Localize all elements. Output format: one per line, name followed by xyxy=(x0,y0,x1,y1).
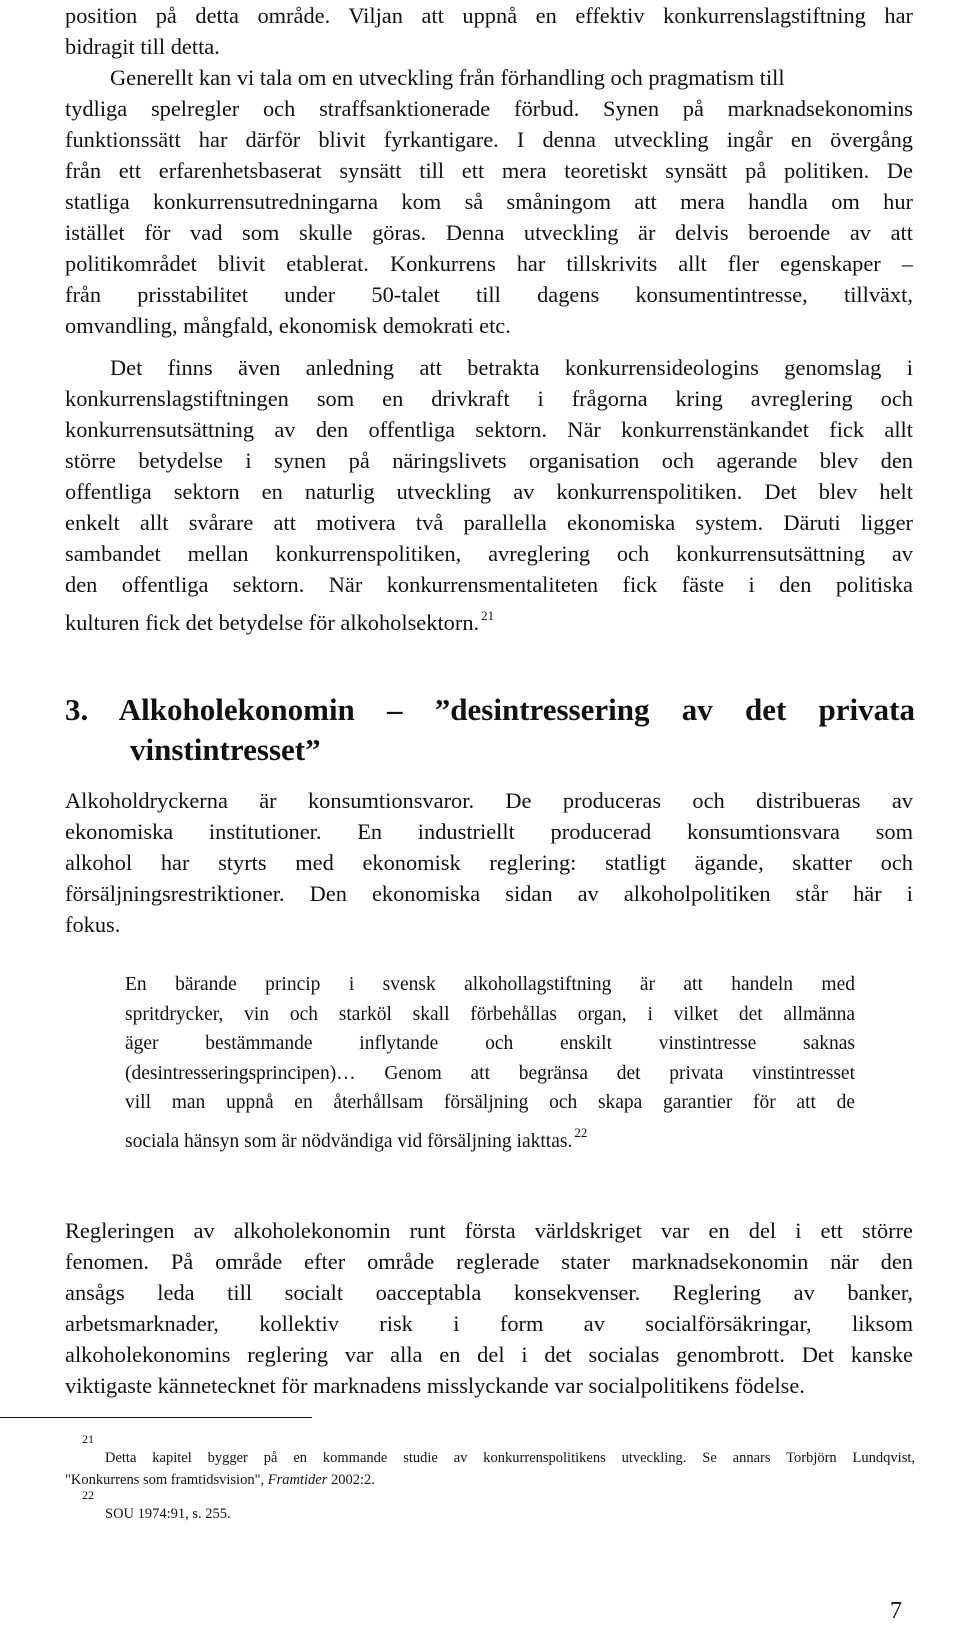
footnote-line: SOU 1974:91, s. 255. xyxy=(105,1506,231,1522)
section-heading xyxy=(65,690,915,770)
text-line-content: kulturen fick det betydelse för alkoholsektorn. xyxy=(65,610,480,635)
text-line: alkohol har styrts med ekonomisk reglering: statligt ägande, skatter och xyxy=(65,850,913,875)
footnote-number: 22 xyxy=(82,1488,94,1502)
text-line: större betydelse i synen på näringslivets organisation och agerande blev den xyxy=(65,448,913,473)
quote-line: vill man uppnå en återhållsam försäljning och skapa garantier för att de xyxy=(125,1092,855,1113)
text-line: bidragit till detta. xyxy=(65,34,220,59)
footnote-line xyxy=(65,1469,915,1491)
text-line: arbetsmarknader, kollektiv risk i form av socialförsäkringar, liksom xyxy=(65,1311,913,1336)
footnote-line: Detta kapitel bygger på en kommande studie av konkurrenspolitikens utveckling. Se annars Torbjörn Lundqvist, xyxy=(105,1450,915,1466)
quote-line: äger bestämmande inflytande och enskilt vinstintresse saknas xyxy=(125,1033,855,1054)
quote-line-content: sociala hänsyn som är nödvändiga vid försäljning iakttas. xyxy=(125,1130,573,1152)
footnote-22 xyxy=(105,1503,505,1525)
text-line: alkoholekonomins reglering var alla en del i det socialas genombrott. Det kanske xyxy=(65,1342,913,1367)
paragraph-alcohol-economy xyxy=(65,785,913,940)
quote-line: (desintresseringsprincipen)… Genom att begränsa det privata vinstintresset xyxy=(125,1062,855,1084)
text-line: ekonomiska institutioner. En industriellt producerad konsumtionsvara som xyxy=(65,819,913,844)
text-line: försäljningsrestriktioner. Den ekonomiska sidan av alkoholpolitiken står här i xyxy=(65,881,913,906)
text-line: Regleringen av alkoholekonomin runt första världskriget var en del i ett större xyxy=(65,1218,913,1243)
footnote-reference[interactable]: 22 xyxy=(574,1124,588,1140)
text-line: istället för vad som skulle göras. Denna utveckling är delvis beroende av att xyxy=(65,220,913,245)
page-number: 7 xyxy=(890,1598,902,1624)
text-line: statliga konkurrensutredningarna kom så småningom att mera handla om hur xyxy=(65,189,913,214)
text-line: enkelt allt svårare att motivera två parallella ekonomiska system. Däruti ligger xyxy=(65,510,913,535)
text-line: Det finns även anledning att betrakta konkurrensideologins genomslag i xyxy=(110,355,913,380)
text-line: Generellt kan vi tala om en utveckling från förhandling och pragmatism till xyxy=(110,65,785,90)
footnote-text: "Konkurrens som framtidsvision", xyxy=(65,1472,268,1488)
text-line: offentliga sektorn en naturlig utveckling av konkurrenspolitiken. Det blev helt xyxy=(65,479,913,504)
footnote-text: 2002:2. xyxy=(327,1472,375,1488)
paragraph-competition-ideology xyxy=(65,352,913,638)
text-line: funktionssätt har därför blivit fyrkantigare. I denna utveckling ingår en övergång xyxy=(65,127,913,152)
text-line: politikområdet blivit etablerat. Konkurrens har tillskrivits allt fler egenskaper – xyxy=(65,251,913,276)
text-line: konkurrensutsättning av den offentliga sektorn. När konkurrenstänkandet fick allt xyxy=(65,417,913,442)
text-line: tydliga spelregler och straffsanktionerade förbud. Synen på marknadsekonomins xyxy=(65,96,913,121)
paragraph-continued xyxy=(65,0,913,62)
paragraph-regulation xyxy=(65,1215,913,1401)
heading-line: vinstintresset” xyxy=(130,732,321,767)
quote-line: spritdrycker, vin och starköl skall förbehållas organ, i vilket det allmänna xyxy=(125,1003,855,1025)
text-line: från prisstabilitet under 50-talet till dagens konsumentintresse, tillväxt, xyxy=(65,282,913,307)
paragraph-development xyxy=(65,62,913,341)
text-line: konkurrenslagstiftningen som en drivkraft i frågorna kring avreglering och xyxy=(65,386,913,411)
quote-line xyxy=(125,1118,855,1157)
block-quote xyxy=(125,970,855,1156)
text-line: fenomen. På område efter område reglerade stater marknadsekonomin när den xyxy=(65,1249,913,1274)
text-line: den offentliga sektorn. När konkurrensmentaliteten fick fäste i den politiska xyxy=(65,572,913,597)
footnote-number: 21 xyxy=(82,1432,94,1446)
text-line xyxy=(65,600,913,638)
text-line: fokus. xyxy=(65,912,121,937)
text-line: sambandet mellan konkurrenspolitiken, avreglering och konkurrensutsättning av xyxy=(65,541,913,566)
text-line: omvandling, mångfald, ekonomisk demokrati etc. xyxy=(65,313,511,338)
footnote-journal-title: Framtider xyxy=(267,1472,328,1488)
footnote-reference[interactable]: 21 xyxy=(481,608,495,623)
footnote-separator xyxy=(0,1417,312,1418)
text-line: ansågs leda till socialt oacceptabla konsekvenser. Reglering av banker, xyxy=(65,1280,913,1305)
text-line: från ett erfarenhetsbaserat synsätt till ett mera teoretiskt synsätt på politiken. De xyxy=(65,158,913,183)
heading-line: 3. Alkoholekonomin – ”desintressering av det privata xyxy=(65,692,915,727)
text-line: Alkoholdryckerna är konsumtionsvaror. De produceras och distribueras av xyxy=(65,788,913,813)
text-line: viktigaste kännetecknet för marknadens misslyckande var socialpolitikens födelse. xyxy=(65,1373,805,1398)
text-line: position på detta område. Viljan att uppnå en effektiv konkurrenslagstiftning har xyxy=(65,3,913,28)
quote-line: En bärande princip i svensk alkohollagstiftning är att handeln med xyxy=(125,974,855,995)
footnote-21 xyxy=(65,1447,915,1491)
